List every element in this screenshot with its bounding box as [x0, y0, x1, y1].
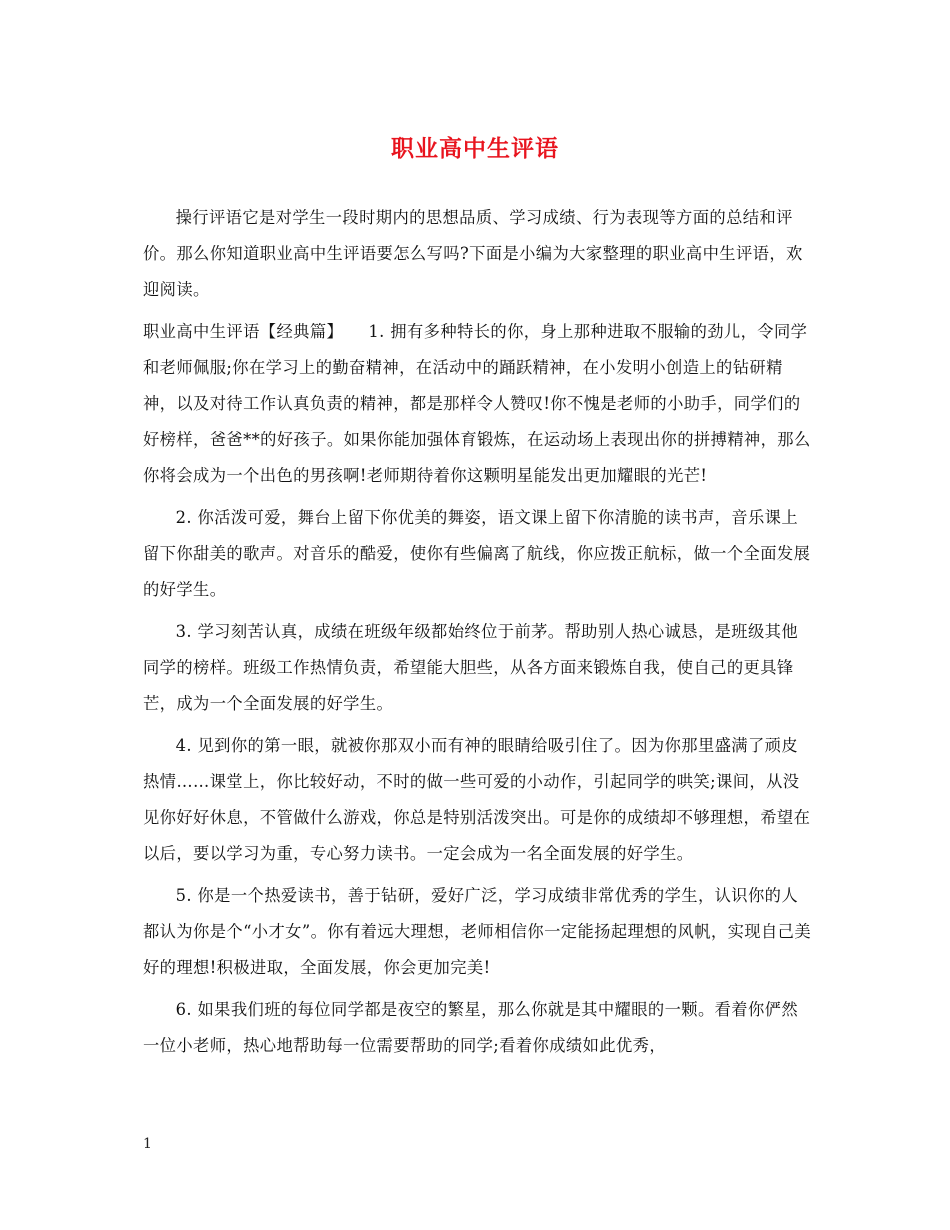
document-body: [143, 200, 813, 1070]
comment-paragraph-2: 2. 你活泼可爱，舞台上留下你优美的舞姿，语文课上留下你清脆的读书声，音乐课上留下你甜美的歌声。对音乐的酷爱，使你有些偏离了航线，你应拨正航标，做一个全面发展的好学生。: [143, 508, 811, 599]
comment-paragraph-4: 4. 见到你的第一眼，就被你那双小而有神的眼睛给吸引住了。因为你那里盛满了顽皮热情……课堂上，你比较好动，不时的做一些可爱的小动作，引起同学的哄笑;课间，从没见你好好休息，不管做什么游戏，你总是特别活泼突出。可是你的成绩却不够理想，希望在以后，要以学习为重，专心努力读书。一定会成为一名全面发展的好学生。: [143, 736, 811, 863]
page-number: 1: [143, 1136, 152, 1152]
comment-paragraph-6: 6. 如果我们班的每位同学都是夜空的繁星，那么你就是其中耀眼的一颗。看着你俨然一位小老师，热心地帮助每一位需要帮助的同学;看着你成绩如此优秀，: [143, 1000, 799, 1055]
comment-paragraph-3: 3. 学习刻苦认真，成绩在班级年级都始终位于前茅。帮助别人热心诚恳，是班级其他同学的榜样。班级工作热情负责，希望能大胆些，从各方面来锻炼自我，使自己的更具锋芒，成为一个全面发展的好学生。: [143, 622, 799, 713]
document-title: 职业高中生评语: [391, 135, 559, 162]
comment-paragraph-5: 5. 你是一个热爱读书，善于钻研，爱好广泛，学习成绩非常优秀的学生，认识你的人都认为你是个“小才女”。你有着远大理想，老师相信你一定能扬起理想的风帆，实现自己美好的理想!积极进取，全面发展，你会更加完美!: [143, 886, 812, 977]
comment-paragraph-1: 职业高中生评语【经典篇】 1. 拥有多种特长的你，身上那种进取不服输的劲儿，令同学和老师佩服;你在学习上的勤奋精神，在活动中的踊跃精神，在小发明小创造上的钻研精神，以及对待工作认真负责的精神，都是那样令人赞叹!你不愧是老师的小助手，同学们的好榜样，爸爸**的好孩子。如果你能加强体育锻炼，在运动场上表现出你的拼搏精神，那么你将会成为一个出色的男孩啊!老师期待着你这颗明星能发出更加耀眼的光芒!: [143, 322, 811, 485]
intro-paragraph: 操行评语它是对学生一段时期内的思想品质、学习成绩、行为表现等方面的总结和评价。那么你知道职业高中生评语要怎么写吗?下面是小编为大家整理的职业高中生评语，欢迎阅读。: [143, 208, 803, 299]
